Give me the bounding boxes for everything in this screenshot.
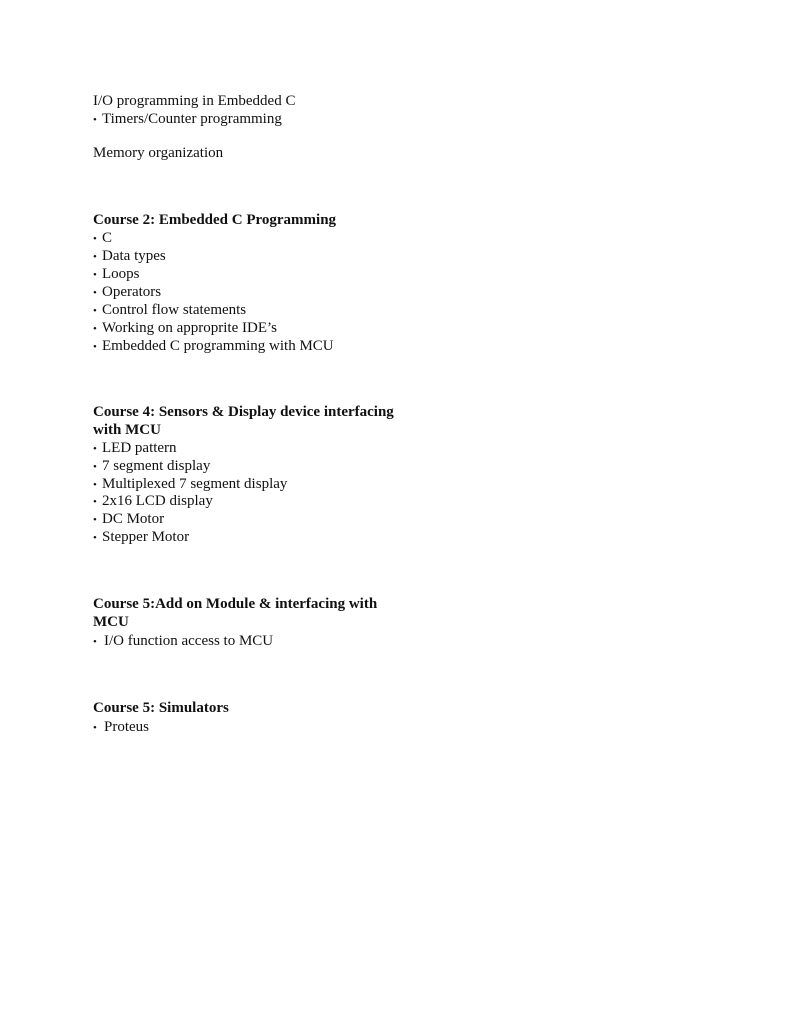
bullet-icon: • [93, 461, 97, 473]
list-item [93, 457, 210, 476]
list-item-text: Working on approprite IDE’s [102, 320, 278, 336]
list-item [93, 718, 149, 737]
list-item [93, 283, 161, 302]
list-item [93, 265, 140, 284]
list-item-text: C [102, 230, 113, 246]
bullet-icon: • [93, 496, 97, 508]
list-item-text: 2x16 LCD display [102, 493, 213, 509]
bullet-icon: • [93, 514, 97, 526]
list-item-text: Operators [102, 284, 162, 300]
list-item [93, 110, 282, 129]
memory-organization-line: Memory organization [93, 145, 224, 161]
list-item-text: Data types [102, 248, 166, 264]
bullet-icon: • [93, 443, 97, 455]
bullet-icon: • [93, 636, 97, 648]
list-item [93, 319, 277, 338]
bullet-icon: • [93, 269, 97, 281]
list-item [93, 337, 334, 356]
list-item [93, 492, 213, 511]
bullet-icon: • [93, 341, 97, 353]
bullet-icon: • [93, 323, 97, 335]
list-item [93, 632, 273, 651]
course-4-heading-line-1: Course 4: Sensors & Display device interfacing [93, 404, 394, 420]
bullet-icon: • [93, 251, 97, 263]
bullet-icon: • [93, 532, 97, 544]
list-item-text: Loops [102, 266, 140, 282]
io-programming-line: I/O programming in Embedded C [93, 93, 296, 109]
course-5-addon-heading-line-1: Course 5:Add on Module & interfacing with [93, 596, 378, 612]
list-item-text: Stepper Motor [102, 529, 190, 545]
bullet-icon: • [93, 233, 97, 245]
list-item-text: Timers/Counter programming [102, 111, 282, 127]
list-item [93, 439, 177, 458]
list-item [93, 229, 112, 248]
bullet-icon: • [93, 287, 97, 299]
list-item [93, 510, 164, 529]
list-item-text: Multiplexed 7 segment display [102, 476, 288, 492]
course-4-heading-line-2: with MCU [93, 422, 161, 438]
bullet-icon: • [93, 114, 97, 126]
course-2-heading: Course 2: Embedded C Programming [93, 212, 337, 228]
list-item [93, 301, 246, 320]
list-item-text: I/O function access to MCU [104, 633, 274, 649]
list-item-text: Embedded C programming with MCU [102, 338, 334, 354]
bullet-icon: • [93, 479, 97, 491]
course-5-simulators-heading: Course 5: Simulators [93, 700, 229, 716]
list-item-text: 7 segment display [102, 458, 211, 474]
list-item-text: Proteus [104, 719, 149, 735]
list-item-text: DC Motor [102, 511, 165, 527]
list-item [93, 528, 189, 547]
bullet-icon: • [93, 722, 97, 734]
bullet-icon: • [93, 305, 97, 317]
list-item-text: LED pattern [102, 440, 177, 456]
list-item [93, 247, 166, 266]
list-item-text: Control flow statements [102, 302, 247, 318]
course-5-addon-heading-line-2: MCU [93, 614, 129, 630]
